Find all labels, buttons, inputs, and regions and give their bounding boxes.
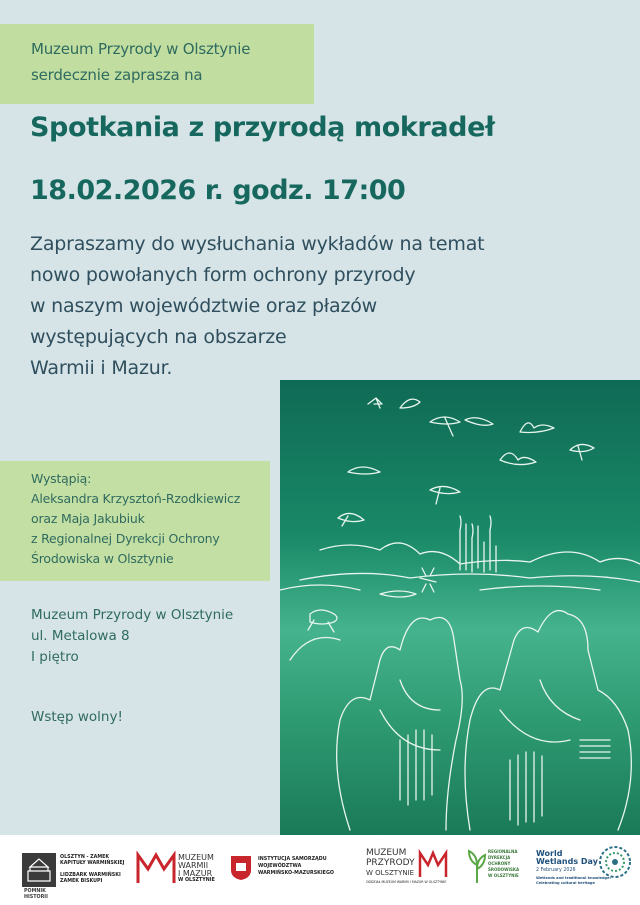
- event-title: Spotkania z przyrodą mokradeł: [30, 112, 495, 143]
- logo-text: MUZEUM: [366, 848, 407, 858]
- description-line: w naszym województwie oraz płazów: [30, 295, 377, 317]
- logo-text: W OLSZTYNIE: [178, 878, 215, 883]
- invite-line-2: serdecznie zaprasza na: [31, 66, 203, 84]
- speaker-line: oraz Maja Jakubiuk: [31, 511, 145, 526]
- logo-text: World: [536, 849, 563, 858]
- description-line: Warmii i Mazur.: [30, 357, 173, 379]
- free-entry-note: Wstęp wolny!: [31, 709, 123, 725]
- logo-text: W OLSZTYNIE: [488, 873, 519, 878]
- event-date: 18.02.2026 r. godz. 17:00: [30, 175, 406, 206]
- invite-box: [0, 24, 314, 104]
- address-line: Muzeum Przyrody w Olsztynie: [31, 607, 234, 623]
- logo-text: Wetlands Day: [536, 857, 598, 866]
- historii-text: HISTORII: [24, 895, 48, 900]
- logo-text: OCHRONY: [488, 861, 511, 866]
- logo-text: REGIONALNA: [488, 849, 518, 854]
- description-line: nowo powołanych form ochrony przyrody: [30, 264, 416, 286]
- leaf-icon: [468, 847, 486, 885]
- logo-text: WOJEWÓDZTWA: [258, 864, 302, 869]
- world-wetlands-day-logo: [536, 835, 636, 905]
- mwm-icon: [418, 849, 448, 879]
- muzeum-warmii-logo: [136, 835, 216, 905]
- olsztyn-text: OLSZTYN - ZAMEK: [60, 855, 110, 860]
- muzeum-przyrody-logo: [366, 835, 450, 905]
- sponsor-logos: [0, 835, 640, 905]
- mwm-icon: [136, 851, 176, 885]
- olsztyn-text: KAPITUŁY WARMIŃSKIEJ: [60, 861, 125, 866]
- logo-text: 2 February 2026: [536, 868, 576, 873]
- speakers-box: [0, 461, 270, 581]
- logo-text: INSTYTUCJA SAMORZĄDU: [258, 857, 327, 862]
- address-line: ul. Metalowa 8: [31, 628, 130, 644]
- lidzbark-text: LIDZBARK WARMIŃSKI: [60, 873, 121, 878]
- logo-text: WARMII: [178, 861, 209, 870]
- wetlands-globe-icon: [598, 845, 632, 879]
- logo-text: I MAZUR: [178, 869, 213, 878]
- logo-text: MUZEUM: [178, 853, 214, 862]
- speaker-line: Aleksandra Krzysztoń-Rzodkiewicz: [31, 491, 241, 506]
- pomnik-historii-logo: [22, 835, 132, 905]
- logo-text: Wetlands and traditional knowledge:: [536, 876, 612, 880]
- logo-text: ŚRODOWISKA: [488, 867, 520, 872]
- coat-of-arms-icon: [230, 855, 252, 881]
- samorzad-logo: [230, 835, 350, 905]
- logo-text: PRZYRODY: [366, 858, 415, 868]
- invite-line-1: Muzeum Przyrody w Olsztynie: [31, 40, 251, 58]
- logo-text: W OLSZTYNIE: [366, 869, 415, 877]
- description-line: Zapraszamy do wysłuchania wykładów na temat: [30, 233, 485, 255]
- pomnik-text: POMNIK: [24, 889, 46, 894]
- speaker-line: Środowiska w Olsztynie: [31, 551, 174, 566]
- logo-text: WARMIŃSKO-MAZURSKIEGO: [258, 871, 334, 876]
- description-line: występujących na obszarze: [30, 326, 287, 348]
- address-line: I piętro: [31, 649, 79, 665]
- logo-text: ODDZIAŁ MUZEUM WARMII I MAZUR W OLSZTYNIE: [366, 880, 447, 884]
- wetland-illustration: [280, 380, 640, 835]
- logo-text: Celebrating cultural heritage: [536, 881, 595, 885]
- logo-text: DYREKCJA: [488, 855, 511, 860]
- speakers-heading: Wystąpią:: [31, 471, 92, 486]
- speaker-line: z Regionalnej Dyrekcji Ochrony: [31, 531, 220, 546]
- lidzbark-text: ZAMEK BISKUPI: [60, 879, 103, 884]
- monument-icon: [22, 853, 56, 887]
- rdos-logo: [468, 835, 528, 905]
